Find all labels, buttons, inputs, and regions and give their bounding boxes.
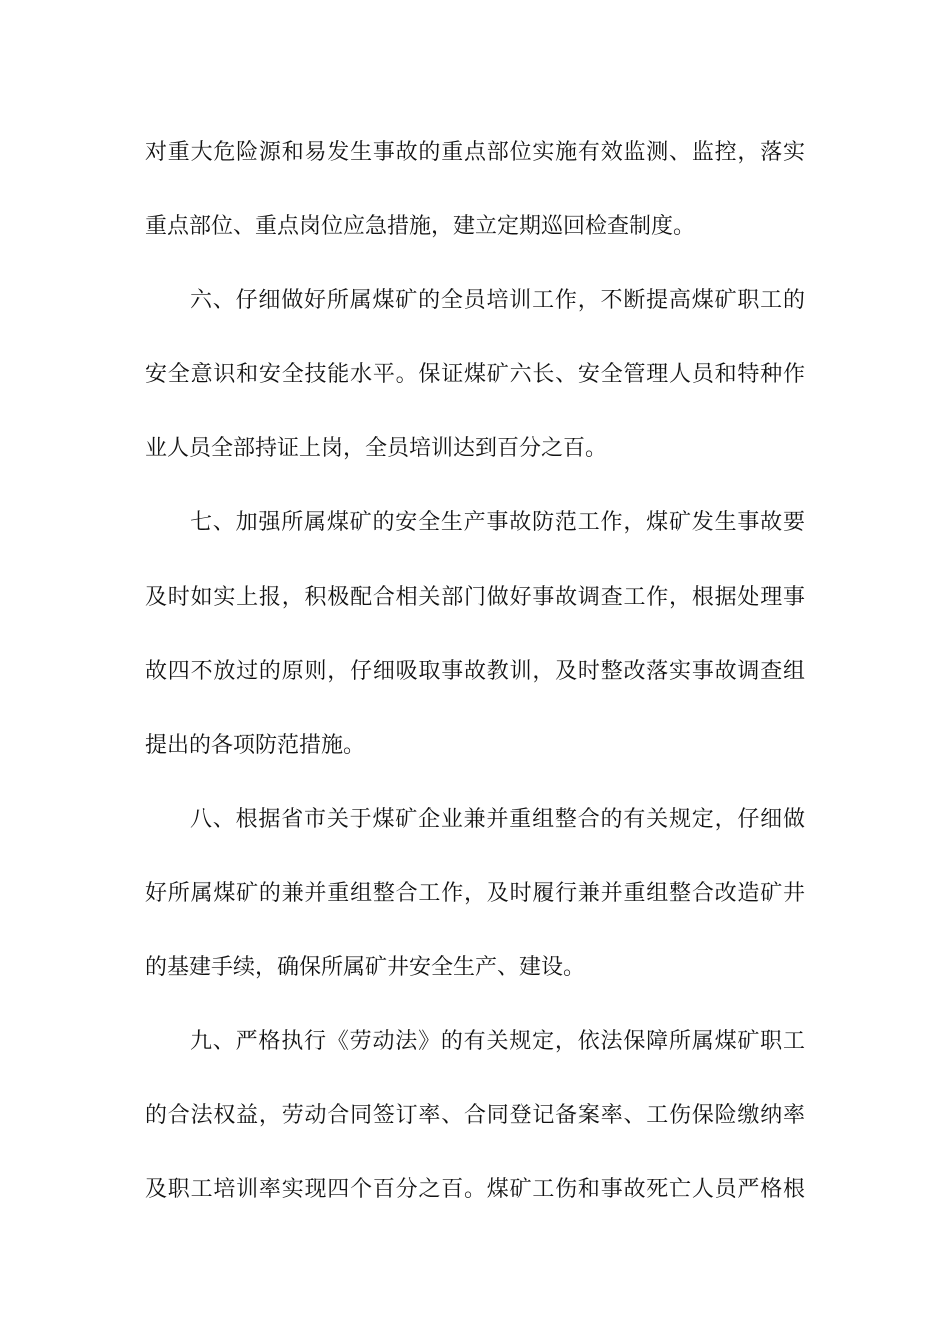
text-line: 对重大危险源和易发生事故的重点部位实施有效监测、监控，落实 — [145, 140, 805, 165]
paragraph-start-line: 八、根据省市关于煤矿企业兼并重组整合的有关规定，仔细做 — [190, 807, 805, 832]
paragraph-start-line: 七、加强所属煤矿的安全生产事故防范工作，煤矿发生事故要 — [190, 510, 805, 535]
text-line: 好所属煤矿的兼并重组整合工作，及时履行兼并重组整合改造矿井 — [145, 881, 805, 906]
paragraph-start-line: 六、仔细做好所属煤矿的全员培训工作，不断提高煤矿职工的 — [190, 288, 805, 313]
text-line: 安全意识和安全技能水平。保证煤矿六长、安全管理人员和特种作 — [145, 362, 805, 387]
text-line: 提出的各项防范措施。 — [145, 733, 366, 758]
text-line: 的基建手续，确保所属矿井安全生产、建设。 — [145, 955, 586, 980]
text-line: 及职工培训率实现四个百分之百。煤矿工伤和事故死亡人员严格根 — [145, 1177, 805, 1202]
text-line: 的合法权益，劳动合同签订率、合同登记备案率、工伤保险缴纳率 — [145, 1103, 805, 1128]
paragraph-start-line: 九、严格执行《劳动法》的有关规定，依法保障所属煤矿职工 — [190, 1029, 805, 1054]
text-line: 业人员全部持证上岗，全员培训达到百分之百。 — [145, 436, 608, 461]
text-line: 故四不放过的原则，仔细吸取事故教训，及时整改落实事故调查组 — [145, 659, 805, 684]
text-line: 重点部位、重点岗位应急措施，建立定期巡回检查制度。 — [145, 214, 696, 239]
text-line: 及时如实上报，积极配合相关部门做好事故调查工作，根据处理事 — [145, 585, 805, 610]
